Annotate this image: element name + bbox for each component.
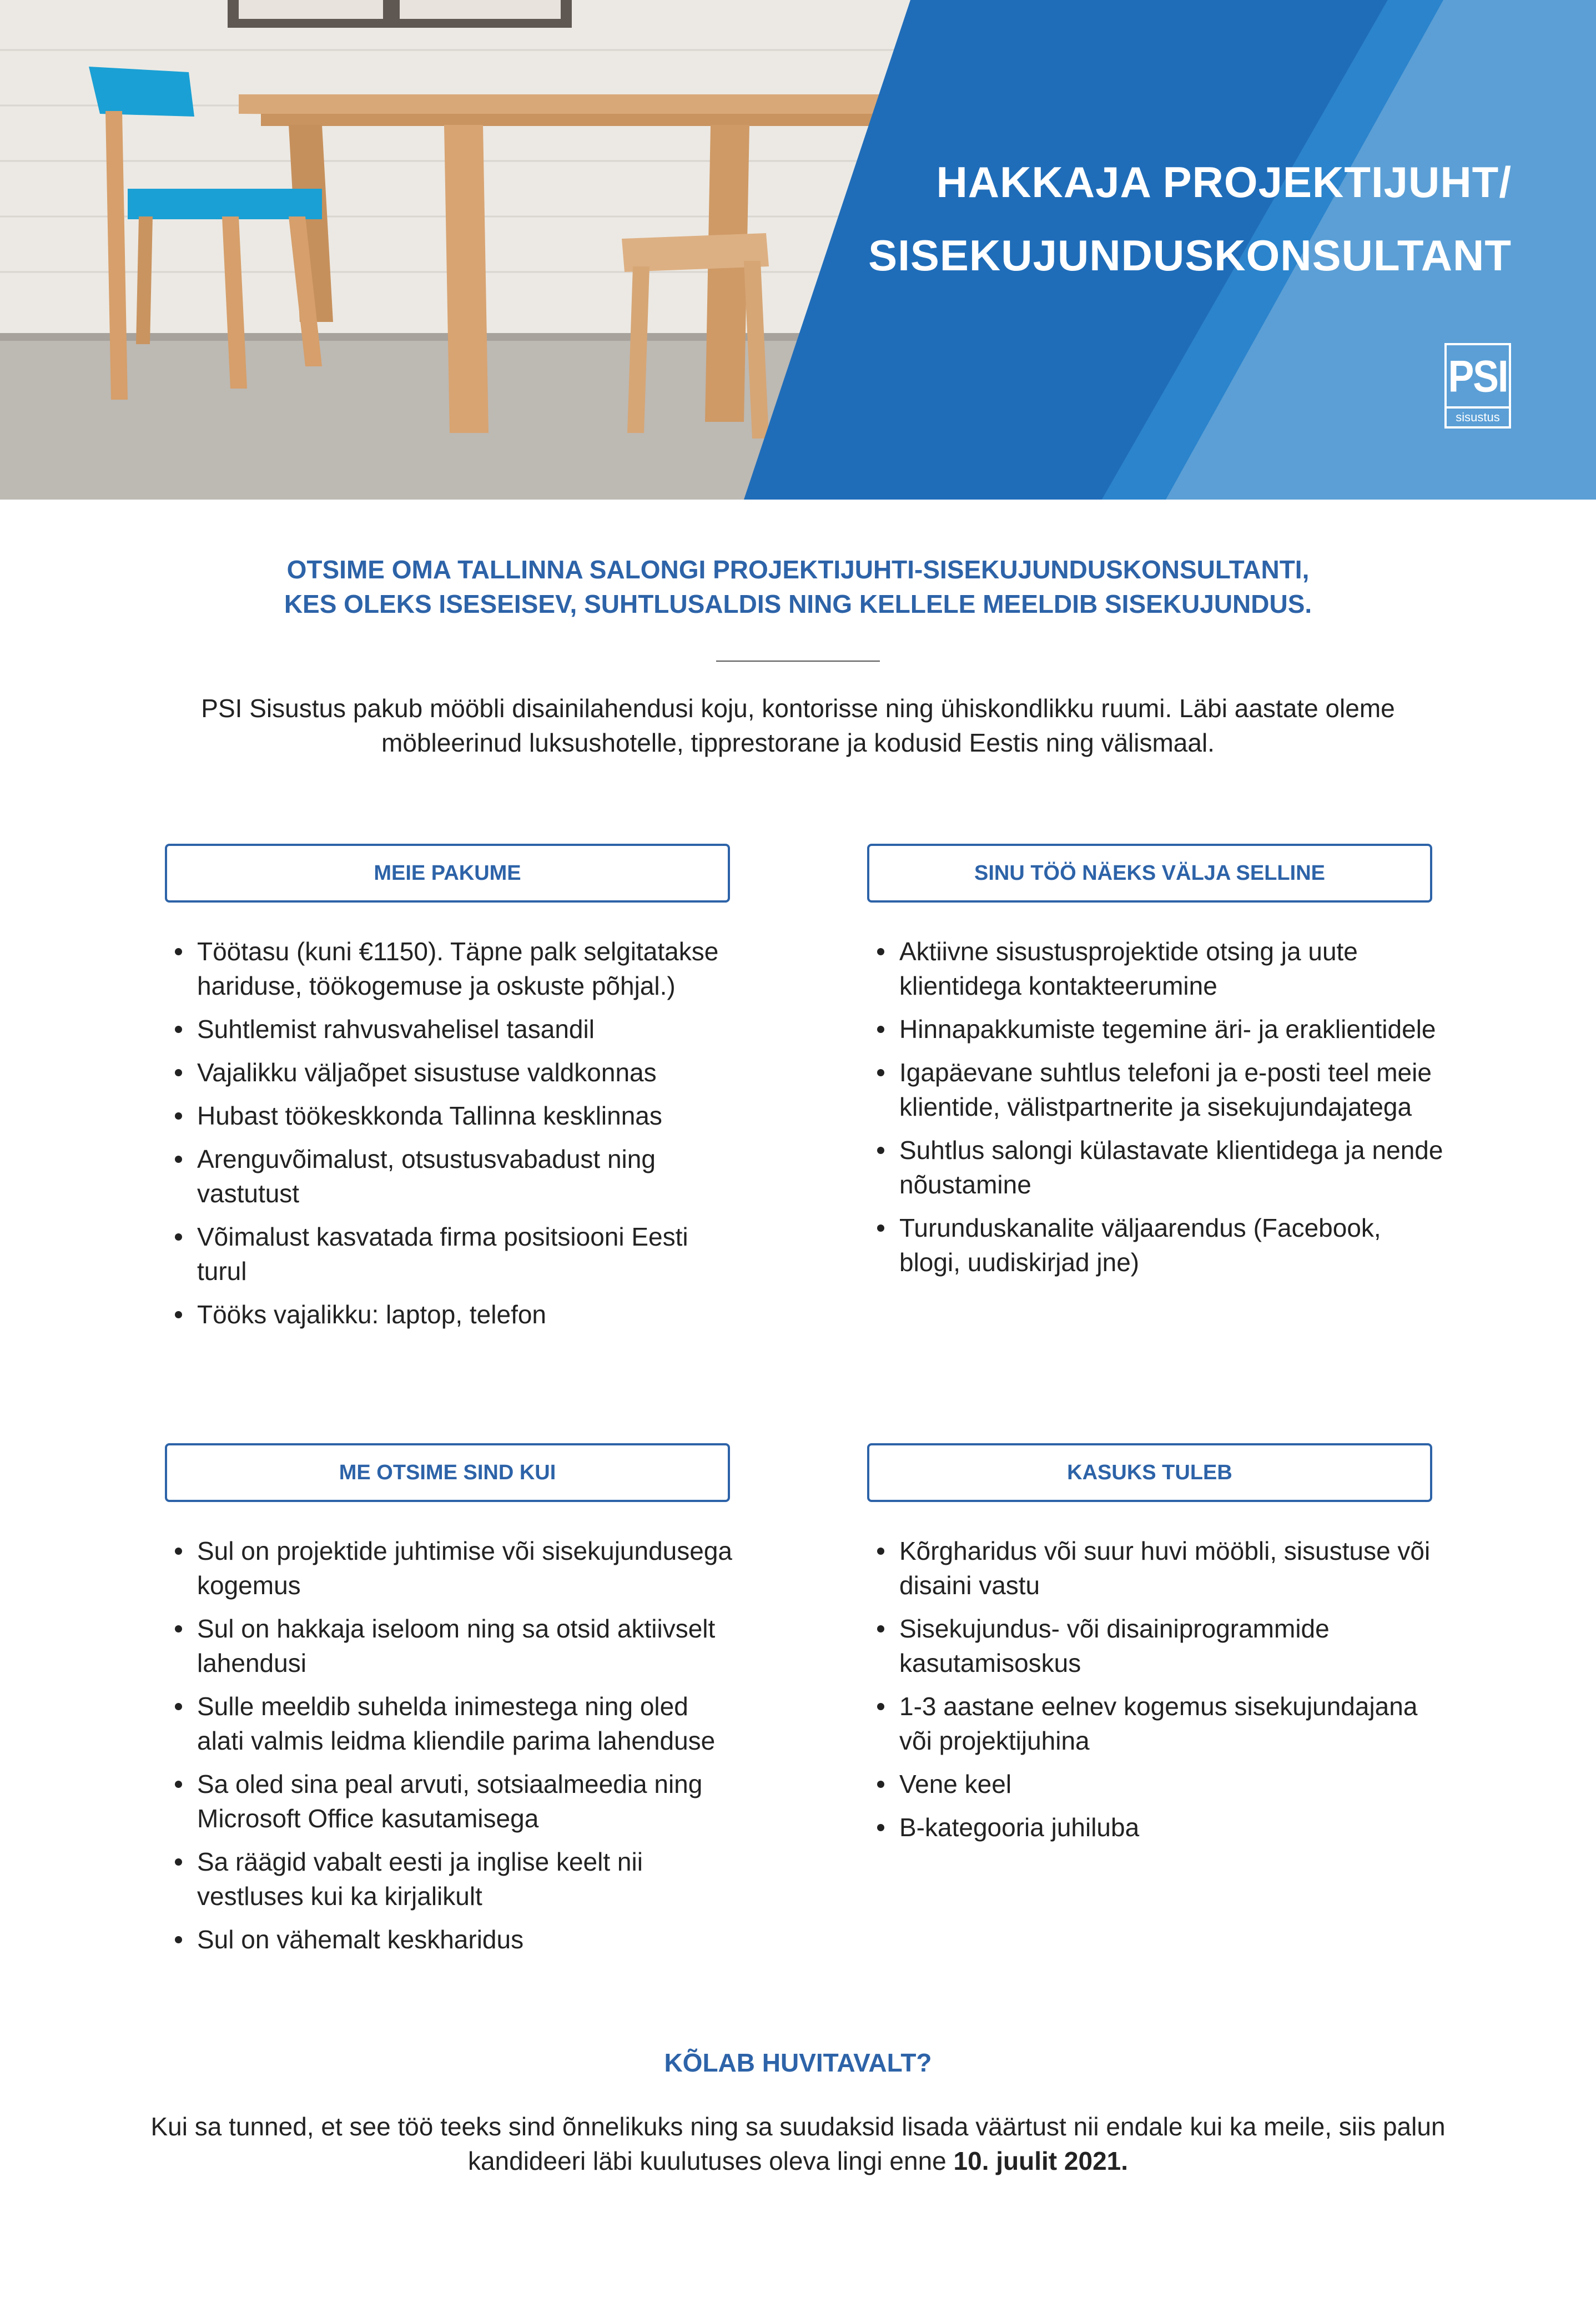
list-sinu-too	[867, 934, 1443, 1288]
list-item: Sulle meeldib suhelda inimestega ning oled alati valmis leidma kliendile parima lahenduse	[197, 1689, 741, 1758]
list-item: Sul on projektide juhtimise või sisekujundusega kogemus	[197, 1534, 741, 1603]
list-meie-pakume	[165, 934, 741, 1341]
intro-text-line1: PSI Sisustus pakub mööbli disainilahendusi koju, kontorisse ning ühiskondlikku ruumi. Läbi aastate oleme	[201, 694, 1395, 723]
section-header-meie-pakume: MEIE PAKUME	[165, 844, 730, 903]
psi-sisustus-logo	[1444, 343, 1511, 429]
list-item: Sul on hakkaja iseloom ning sa otsid aktiivselt lahendusi	[197, 1611, 741, 1680]
list-item: Töötasu (kuni €1150). Täpne palk selgitatakse hariduse, töökogemuse ja oskuste põhjal.)	[197, 934, 741, 1003]
divider	[716, 661, 880, 662]
intro-text-line2: möbleerinud luksushotelle, tipprestorane ja kodusid Eestis ning välismaal.	[381, 728, 1215, 757]
closing-text-line2	[0, 2144, 1596, 2178]
list-item: Tööks vajalikku: laptop, telefon	[197, 1297, 741, 1332]
logo-subtitle: sisustus	[1447, 406, 1509, 426]
job-title-line1: HAKKAJA PROJEKTIJUHT/	[936, 158, 1512, 206]
section-header-sinu-too: SINU TÖÖ NÄEKS VÄLJA SELLINE	[867, 844, 1432, 903]
list-item: Sa oled sina peal arvuti, sotsiaalmeedia ning Microsoft Office kasutamisega	[197, 1767, 741, 1836]
list-item: Võimalust kasvatada firma positsiooni Eesti turul	[197, 1220, 741, 1288]
list-item: Arenguvõimalust, otsustusvabadust ning vastutust	[197, 1142, 741, 1211]
intro-heading	[0, 552, 1596, 621]
list-item: Sa räägid vabalt eesti ja inglise keelt nii vestluses kui ka kirjalikult	[197, 1845, 741, 1913]
closing-text-line2-pre: kandideeri läbi kuulutuses oleva lingi enne	[467, 2146, 954, 2175]
closing-text-line1: Kui sa tunned, et see töö teeks sind õnnelikuks ning sa suudaksid lisada väärtust nii endale kui ka meile, siis palun	[150, 2112, 1446, 2141]
section-header-kasuks-tuleb: KASUKS TULEB	[867, 1443, 1432, 1502]
list-me-otsime	[165, 1534, 741, 1966]
list-item: Vene keel	[899, 1767, 1443, 1801]
closing-text	[0, 2109, 1596, 2178]
job-title	[868, 145, 1512, 292]
list-item: Igapäevane suhtlus telefoni ja e-posti teel meie klientide, välistpartnerite ja sisekujundajatega	[899, 1055, 1443, 1124]
list-item: Sisekujundus- või disainiprogrammide kasutamisoskus	[899, 1611, 1443, 1680]
job-title-line2: SISEKUJUNDUSKONSULTANT	[868, 231, 1512, 280]
closing-heading: KÕLAB HUVITAVALT?	[664, 2048, 932, 2077]
list-item: Turunduskanalite väljaarendus (Facebook, blogi, uudiskirjad jne)	[899, 1211, 1443, 1279]
list-kasuks-tuleb	[867, 1534, 1443, 1853]
intro-heading-line1: OTSIME OMA TALLINNA SALONGI PROJEKTIJUHTI-SISEKUJUNDUSKONSULTANTI,	[286, 555, 1310, 584]
list-item: Hinnapakkumiste tegemine äri- ja eraklientidele	[899, 1012, 1443, 1046]
list-item: Suhtlus salongi külastavate klientidega ja nende nõustamine	[899, 1133, 1443, 1202]
logo-mark: PSI	[1448, 351, 1508, 401]
list-item: Suhtlemist rahvusvahelisel tasandil	[197, 1012, 741, 1046]
intro-text	[0, 691, 1596, 760]
intro-heading-line2: KES OLEKS ISESEISEV, SUHTLUSALDIS NING KELLELE MEELDIB SISEKUJUNDUS.	[284, 589, 1312, 618]
list-item: Aktiivne sisustusprojektide otsing ja uute klientidega kontakteerumine	[899, 934, 1443, 1003]
list-item: Kõrgharidus või suur huvi mööbli, sisustuse või disaini vastu	[899, 1534, 1443, 1603]
application-deadline: 10. juulit 2021.	[953, 2146, 1129, 2175]
list-item: Sul on vähemalt keskharidus	[197, 1922, 741, 1957]
section-header-me-otsime: ME OTSIME SIND KUI	[165, 1443, 730, 1502]
list-item: 1-3 aastane eelnev kogemus sisekujundajana või projektijuhina	[899, 1689, 1443, 1758]
hero-banner	[0, 0, 1596, 500]
list-item: Vajalikku väljaõpet sisustuse valdkonnas	[197, 1055, 741, 1090]
list-item: Hubast töökeskkonda Tallinna kesklinnas	[197, 1098, 741, 1133]
list-item: B-kategooria juhiluba	[899, 1810, 1443, 1845]
